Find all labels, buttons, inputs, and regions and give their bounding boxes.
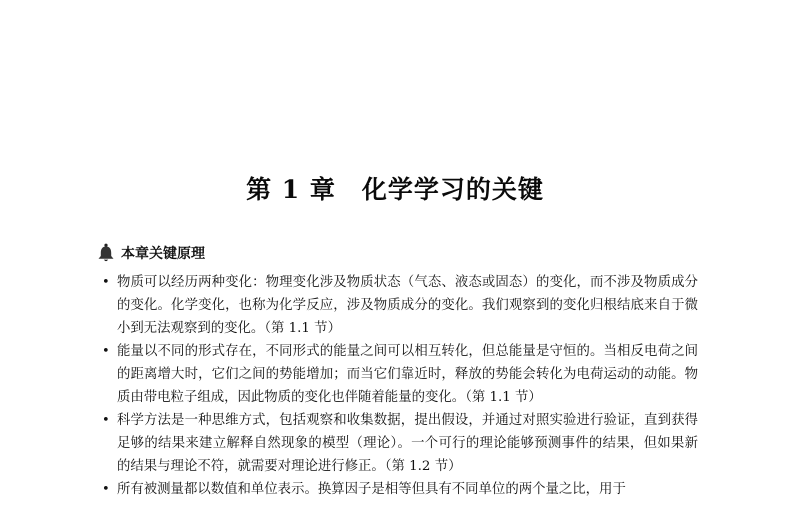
principle-item: • 能量以不同的形式存在，不同形式的能量之间可以相互转化，但总能量是守恒的。当相反电荷之间的距离增大时，它们之间的势能增加；而当它们靠近时，释放的势能会转化为电荷运动的动能。物质由带电粒子组成，因此物质的变化也伴随着能量的变化。（第 1.1 节） [100, 340, 698, 409]
principle-item: • 物质可以经历两种变化：物理变化涉及物质状态（气态、液态或固态）的变化，而不涉及物质成分的变化。化学变化，也称为化学反应，涉及物质成分的变化。我们观察到的变化归根结底来自于微小到无法观察到的变化。（第 1.1 节） [100, 271, 698, 340]
bell-icon [97, 243, 115, 263]
principles-list [100, 271, 698, 501]
chapter-title: 化学学习的关键 [361, 175, 544, 204]
principle-item: • 科学方法是一种思维方式，包括观察和收集数据，提出假设，并通过对照实验进行验证，直到获得足够的结果来建立解释自然现象的模型（理论）。一个可行的理论能够预测事件的结果，但如果新的结果与理论不符，就需要对理论进行修正。（第 1.2 节） [100, 409, 698, 478]
section-heading [97, 243, 205, 263]
section-label: 本章关键原理 [121, 246, 205, 262]
principle-item: • 所有被测量都以数值和单位表示。换算因子是相等但具有不同单位的两个量之比，用于 [100, 478, 698, 501]
chapter-heading [0, 170, 790, 206]
chapter-number: 第 1 章 [246, 175, 336, 204]
